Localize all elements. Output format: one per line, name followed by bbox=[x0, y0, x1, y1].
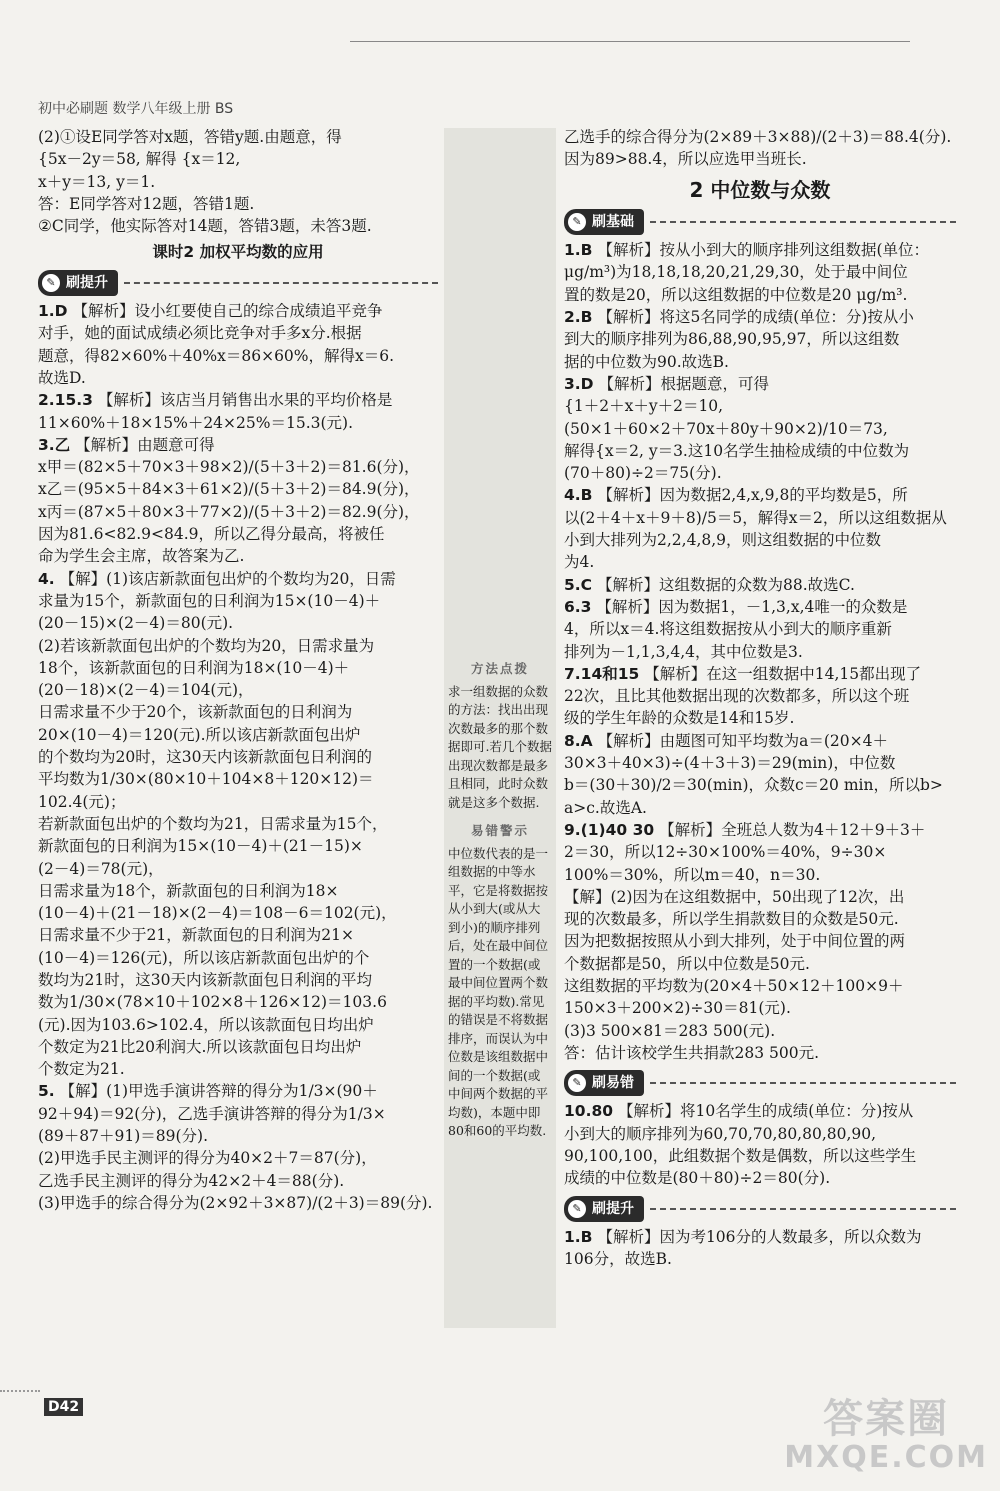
text-line: (3)3 500×81＝283 500(元). bbox=[564, 1021, 776, 1040]
answer-number: 7.14和15 bbox=[564, 664, 640, 683]
answer-number: 3.D bbox=[564, 374, 594, 393]
answer-item bbox=[564, 730, 956, 752]
answer-number: 1.D bbox=[38, 302, 68, 321]
text-line: 乙选手民主测评的得分为42×2＋4＝88(分). bbox=[38, 1171, 345, 1190]
answer-item bbox=[564, 1226, 956, 1248]
text-line: 2＝30，所以12÷30×100%＝40%，9÷30× bbox=[564, 843, 887, 862]
text-line: x乙＝(95×5＋84×3＋61×2)/(5＋3＋2)＝84.9(分)， bbox=[38, 480, 420, 499]
watermark-mark: 答案圈 bbox=[823, 1396, 950, 1442]
text-line: 数均为21时，这30天内该新款面包日利润的平均 bbox=[38, 970, 372, 989]
section-title: 2 中位数与众数 bbox=[689, 177, 831, 202]
section-tag bbox=[38, 270, 438, 296]
text-line: 4，所以x＝4.将这组数据按从小到大的顺序重新 bbox=[564, 620, 892, 639]
text-line: 30×3＋40×3)÷(4＋3＋3)＝29(min)，中位数 bbox=[564, 754, 896, 773]
text-line: 乙选手的综合得分为(2×89＋3×88)/(2＋3)＝88.4(分). bbox=[564, 128, 952, 146]
sidebar-text-warning: 中位数代表的是一组数据的中等水平，它是将数据按从小到大(或从大到小)的顺序排列后，处在最中间位置的一个数据(或最中间位置两个数据的平均数).常见的错误是不将数据排序，而误认为中位数是该组数据中间的一个数据(或中间两个数据的平均数)，本题中即80和60的平均数. bbox=[448, 845, 549, 1138]
text-line: (50×1＋60×2＋70x＋80y＋90×2)/10＝73, bbox=[564, 419, 888, 438]
tag-badge bbox=[564, 1196, 644, 1222]
answer-item bbox=[564, 484, 956, 506]
answer-number: 9.(1)40 30 bbox=[564, 820, 655, 839]
top-rule bbox=[350, 41, 910, 42]
answer-text: 【解析】由题图可知平均数为a＝(20×4＋ bbox=[597, 731, 888, 750]
answer-text: 【解析】按从小到大的顺序排列这组数据(单位： bbox=[597, 241, 929, 260]
text-line: 排列为－1,1,3,4,4，其中位数是3. bbox=[564, 642, 803, 661]
tag-badge bbox=[564, 1070, 644, 1096]
answer-number: 1.B bbox=[564, 1227, 593, 1246]
text-line: 102.4(元)； bbox=[38, 792, 126, 811]
text-line: 数为1/30×(78×10＋102×8＋126×12)＝103.6 bbox=[38, 993, 387, 1012]
answer-number: 10.80 bbox=[564, 1102, 614, 1121]
text-line: {5x－2y＝58, 解得 {x＝12, bbox=[38, 150, 241, 169]
text-line: 90,100,100，此组数据个数是偶数，所以这些学生 bbox=[564, 1147, 917, 1166]
answer-number: 5.C bbox=[564, 575, 593, 594]
text-line: (70＋80)÷2＝75(分). bbox=[564, 464, 722, 483]
answer-text: 【解析】这组数据的众数为88.故选C. bbox=[597, 575, 855, 594]
tag-divider bbox=[650, 221, 956, 223]
answer-number: 5. bbox=[38, 1082, 55, 1101]
text-line: 92＋94)＝92(分)，乙选手演讲答辩的得分为1/3× bbox=[38, 1104, 386, 1123]
answer-item bbox=[564, 663, 956, 685]
text-line: μg/m³)为18,18,18,20,21,29,30，处于最中间位 bbox=[564, 263, 908, 282]
answer-text: 【解析】由题意可得 bbox=[75, 435, 215, 454]
page-number: D42 bbox=[44, 1398, 83, 1416]
sidebar-heading-method: 方法点拨 bbox=[470, 661, 529, 676]
tag-divider bbox=[650, 1082, 956, 1084]
answer-item bbox=[564, 1100, 956, 1122]
text-line: 成绩的中位数是(80＋80)÷2＝80(分). bbox=[564, 1169, 831, 1188]
text-line: (2)若该新款面包出炉的个数均为20，日需求量为 bbox=[38, 636, 375, 655]
text-line: 个数据都是50，所以中位数是50元. bbox=[564, 954, 810, 973]
text-line: x丙＝(87×5＋80×3＋77×2)/(5＋3＋2)＝82.9(分)， bbox=[38, 502, 420, 521]
text-line: ②C同学，他实际答对14题，答错3题，未答3题. bbox=[38, 217, 372, 236]
tag-label: 刷易错 bbox=[592, 1075, 634, 1092]
answer-number: 4.B bbox=[564, 486, 593, 505]
tag-label: 刷基础 bbox=[592, 213, 634, 230]
text-line: (20－18)×(2－4)＝104(元)， bbox=[38, 681, 254, 700]
watermark bbox=[784, 1396, 988, 1475]
text-line: (20－15)×(2－4)＝80(元). bbox=[38, 614, 234, 633]
answer-text: 【解析】因为数据2,4,x,9,8的平均数是5，所 bbox=[597, 486, 908, 505]
text-line: 日需求量为18个，新款面包的日利润为18× bbox=[38, 881, 339, 900]
pencil-icon: ✎ bbox=[568, 1200, 586, 1218]
text-line: 若新款面包出炉的个数均为21，日需求量为15个， bbox=[38, 814, 388, 833]
answer-text: 【解析】因为考106分的人数最多，所以众数为 bbox=[597, 1227, 922, 1246]
text-line: x甲＝(82×5＋70×3＋98×2)/(5＋3＋2)＝81.6(分)， bbox=[38, 458, 420, 477]
text-line: 【解】(2)因为在这组数据中，50出现了12次，出 bbox=[564, 887, 905, 906]
section-tag bbox=[564, 1070, 956, 1096]
running-header: 初中必刷题 数学八年级上册 BS bbox=[38, 101, 234, 117]
answer-item bbox=[564, 239, 956, 261]
text-line: 因为89>88.4，所以应选甲当班长. bbox=[564, 150, 807, 169]
text-line: 级的学生年龄的众数是14和15岁. bbox=[564, 709, 795, 728]
text-line: 22次，且比其他数据出现的次数都多，所以这个班 bbox=[564, 687, 910, 706]
text-line: 求量为15个，新款面包的日利润为15×(10－4)＋ bbox=[38, 591, 381, 610]
answer-number: 1.B bbox=[564, 241, 593, 260]
answer-text: 【解】(1)甲选手演讲答辩的得分为1/3×(90＋ bbox=[59, 1082, 378, 1101]
text-line: {1＋2＋x＋y＋2＝10, bbox=[564, 397, 724, 416]
pencil-icon: ✎ bbox=[568, 213, 586, 231]
answer-item bbox=[564, 819, 956, 841]
lesson-title: 课时2 加权平均数的应用 bbox=[152, 243, 324, 262]
text-line: 到大的顺序排列为86,88,90,95,97，所以这组数 bbox=[564, 330, 900, 349]
text-line: 个数定为21比20利润大.所以该款面包日均出炉 bbox=[38, 1037, 362, 1056]
answer-item bbox=[564, 306, 956, 328]
text-line: 106分，故选B. bbox=[564, 1250, 672, 1269]
text-line: 150×3＋200×2)÷30＝81(元). bbox=[564, 999, 791, 1018]
answer-item bbox=[38, 568, 438, 590]
text-line: 据的中位数为90.故选B. bbox=[564, 352, 729, 371]
text-line: 日需求量不少于20个，该新款面包的日利润为 bbox=[38, 703, 353, 722]
text-line: 11×60%＋18×15%＋24×25%＝15.3(元). bbox=[38, 413, 354, 432]
text-line: (2)甲选手民主测评的得分为40×2＋7＝87(分)， bbox=[38, 1149, 377, 1168]
answer-text: 【解析】将这5名同学的成绩(单位：分)按从小 bbox=[597, 308, 914, 327]
tag-badge bbox=[564, 209, 644, 235]
text-line: (2)①设E同学答对x题，答错y题.由题意，得 bbox=[38, 128, 342, 146]
text-line: (10－4)＋(21－18)×(2－4)＝108－6＝102(元)， bbox=[38, 904, 397, 923]
answer-number: 4. bbox=[38, 569, 55, 588]
text-line: 答：E同学答对12题，答错1题. bbox=[38, 194, 255, 213]
answer-item bbox=[38, 1080, 438, 1102]
text-line: 答：估计该校学生共捐款283 500元. bbox=[564, 1043, 820, 1062]
watermark-url: MXQE.COM bbox=[784, 1440, 988, 1475]
text-line: (3)甲选手的综合得分为(2×92＋3×87)/(2＋3)＝89(分). bbox=[38, 1193, 433, 1212]
text-line: 解得{x＝2, y＝3.这10名学生抽检成绩的中位数为 bbox=[564, 441, 910, 460]
answer-item bbox=[38, 434, 438, 456]
text-line: 以(2＋4＋x＋9＋8)/5＝5，解得x＝2，所以这组数据从 bbox=[564, 508, 947, 527]
text-line: a>c.故选A. bbox=[564, 798, 647, 817]
text-line: 日需求量不少于21，新款面包的日利润为21× bbox=[38, 926, 354, 945]
text-line: 置的数是20，所以这组数据的中位数是20 μg/m³. bbox=[564, 285, 908, 304]
tag-badge bbox=[38, 270, 118, 296]
text-line: 新款面包的日利润为15×(10－4)＋(21－15)× bbox=[38, 837, 363, 856]
answer-number: 8.A bbox=[564, 731, 593, 750]
answer-text: 【解析】在这一组数据中14,15都出现了 bbox=[644, 664, 922, 683]
answer-number: 6.3 bbox=[564, 597, 592, 616]
text-line: 为4. bbox=[564, 553, 595, 572]
answer-number: 3.乙 bbox=[38, 435, 71, 454]
sidebar-heading-warning: 易错警示 bbox=[470, 823, 529, 838]
tag-divider bbox=[124, 282, 438, 284]
text-line: (89＋87＋91)＝89(分). bbox=[38, 1127, 209, 1146]
answer-item bbox=[38, 300, 438, 322]
footer-dots bbox=[0, 1390, 40, 1393]
section-tag bbox=[564, 1196, 956, 1222]
answer-item bbox=[38, 389, 438, 411]
answer-number: 2.15.3 bbox=[38, 391, 93, 410]
left-column bbox=[38, 126, 438, 1214]
right-column bbox=[564, 126, 956, 1271]
answer-text: 【解析】全班总人数为4＋12＋9＋3＋ bbox=[659, 820, 926, 839]
answer-text: 【解析】因为数据1，－1,3,x,4唯一的众数是 bbox=[596, 597, 908, 616]
text-line: 对手，她的面试成绩必须比竞争对手多x分.根据 bbox=[38, 324, 362, 343]
tag-divider bbox=[650, 1208, 956, 1210]
text-line: 命为学生会主席，故答案为乙. bbox=[38, 547, 245, 566]
answer-item bbox=[564, 574, 956, 596]
answer-item bbox=[564, 596, 956, 618]
answer-text: 【解析】该店当月销售出水果的平均价格是 bbox=[97, 391, 393, 410]
text-line: 这组数据的平均数为(20×4＋50×12＋100×9＋ bbox=[564, 976, 904, 995]
text-line: 平均数为1/30×(80×10＋104×8＋120×12)＝ bbox=[38, 770, 374, 789]
text-line: (元).因为103.6>102.4，所以该款面包日均出炉 bbox=[38, 1015, 374, 1034]
text-line: 因为81.6<82.9<84.9，所以乙得分最高，将被任 bbox=[38, 525, 385, 544]
pencil-icon: ✎ bbox=[42, 274, 60, 292]
text-line: b＝(30＋30)/2＝30(min)，众数c＝20 min，所以b> bbox=[564, 776, 943, 795]
answer-number: 2.B bbox=[564, 308, 593, 327]
text-line: 题意，得82×60%＋40%x＝86×60%，解得x＝6. bbox=[38, 346, 395, 365]
text-line: 故选D. bbox=[38, 368, 86, 387]
text-line: 个数定为21. bbox=[38, 1060, 125, 1079]
text-line: 100%＝30%，所以m＝40，n＝30. bbox=[564, 865, 821, 884]
text-line: 的个数均为20时，这30天内该新款面包日利润的 bbox=[38, 748, 372, 767]
sidebar-text-method: 求一组数据的众数的方法：找出出现次数最多的那个数据即可.若几个数据出现次数都是最多且相同，此时众数就是这多个数据. bbox=[448, 683, 552, 810]
tag-label: 刷提升 bbox=[592, 1200, 634, 1217]
answer-item bbox=[564, 373, 956, 395]
text-line: (10－4)＝126(元)，所以该店新款面包出炉的个 bbox=[38, 948, 370, 967]
sidebar-notes bbox=[448, 660, 552, 1151]
section-tag bbox=[564, 209, 956, 235]
text-line: 小到大排列为2,2,4,8,9，则这组数据的中位数 bbox=[564, 531, 882, 550]
pencil-icon: ✎ bbox=[568, 1074, 586, 1092]
text-line: 小到大的顺序排列为60,70,70,80,80,80,90, bbox=[564, 1124, 877, 1143]
answer-text: 【解析】根据题意，可得 bbox=[598, 374, 769, 393]
text-line: 因为把数据按照从小到大排列，处于中间位置的两 bbox=[564, 932, 906, 951]
text-line: 现的次数最多，所以学生捐款数目的众数是50元. bbox=[564, 910, 899, 929]
tag-label: 刷提升 bbox=[66, 274, 108, 291]
answer-text: 【解析】将10名学生的成绩(单位：分)按从 bbox=[617, 1102, 914, 1121]
text-line: (2－4)＝78(元)， bbox=[38, 859, 164, 878]
text-line: 18个，该新款面包的日利润为18×(10－4)＋ bbox=[38, 658, 350, 677]
text-line: x＋y＝13, y＝1. bbox=[38, 172, 156, 191]
answer-text: 【解】(1)该店新款面包出炉的个数均为20，日需 bbox=[59, 569, 396, 588]
text-line: 20×(10－4)＝120(元).所以该店新款面包出炉 bbox=[38, 725, 361, 744]
answer-text: 【解析】设小红要使自己的综合成绩追平竞争 bbox=[72, 302, 383, 321]
